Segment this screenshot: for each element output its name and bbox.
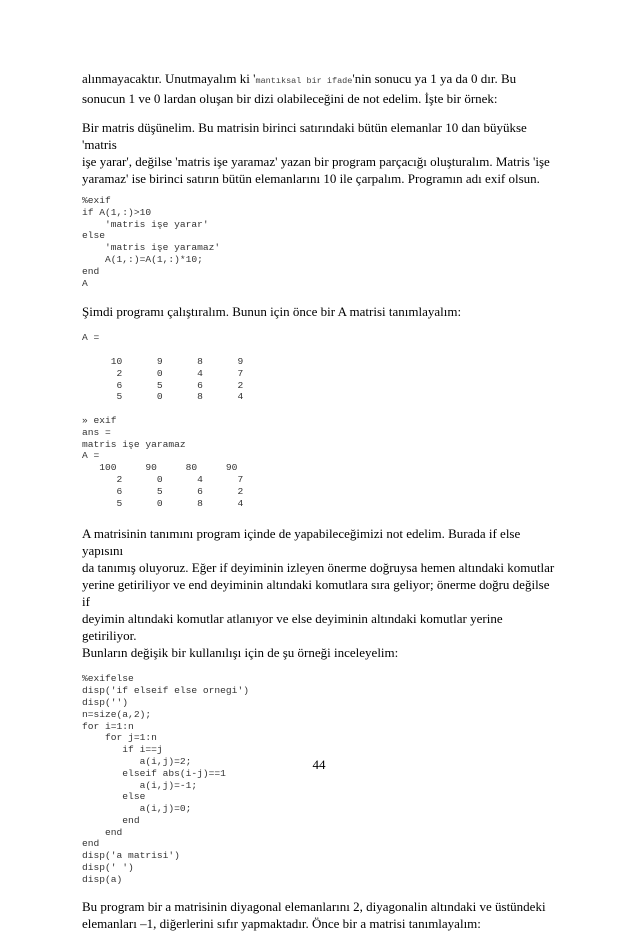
- page-number: 44: [312, 757, 326, 772]
- inline-code: mantıksal bir ifade: [255, 76, 353, 86]
- document-body: [82, 70, 558, 932]
- paragraph-program-summary: Bu program bir a matrisinin diyagonal elemanlarını 2, diyagonalin altındaki ve üstündeki elemanları –1, diğerlerini sıfır yapmaktadır. Önce bir a matrisi tanımlayalım:: [82, 898, 546, 931]
- intro-text-2: 'nin sonucu ya 1 ya da 0 dır. Bu sonucun 1 ve 0 lardan oluşan bir dizi olabileceğini de not edelim. İşte bir örnek:: [82, 71, 517, 106]
- code-block-exifelse: %exifelse disp('if elseif else ornegi') disp('') n=size(a,2); for i=1:n for j=1:n if i==j a(i,j)=2; elseif abs(i-j)==1 a(i,j)=-1; else a(i,j)=0; end end end disp('a matrisi') disp(' ') disp(a): [82, 673, 249, 885]
- paragraph-if-else-explanation: A matrisinin tanımını program içinde de yapabileceğimizi not edelim. Burada if else yapısını da tanımış oluyoruz. Eğer if deyiminin izleyen önerme doğruysa hemen altındaki komutlar yerine getiriliyor ve end deyiminin altındaki komutlara sıra geliyor; önerme doğru değilse if deyimin altındaki komutlar atlanıyor ve else deyiminin altındaki komutlar yerine getiriliyor. Bunların değişik bir kullanılışı için de şu örneği inceleyelim:: [82, 526, 555, 661]
- paragraph-run-program: Şimdi programı çalıştıralım. Bunun için önce bir A matrisi tanımlayalım:: [82, 304, 462, 320]
- paragraph-matrix-description: Bir matris düşünelim. Bu matrisin birinci satırındaki bütün elemanlar 10 dan büyükse 'matris işe yarar', değilse 'matris işe yaramaz' yazan bir program parçacığı oluşturalım. Matris 'işe yaramaz' ise birinci satırın bütün elemanlarını 10 ile çarpalım. Programın adı exif olsun.: [82, 120, 550, 186]
- intro-paragraph: [82, 70, 558, 107]
- code-block-output: A = 10 9 8 9 2 0 4 7 6 5 6 2 5 0 8 4 » exif ans = matris işe yaramaz A = 100 90 80 90 2 0 4 7 6 5 6 2 5 0 8 4: [82, 332, 244, 509]
- intro-text-1: alınmayacaktır. Unutmayalım ki ': [82, 71, 256, 86]
- code-block-exif: %exif if A(1,:)>10 'matris işe yarar' else 'matris işe yaramaz' A(1,:)=A(1,:)*10; end A: [82, 195, 221, 289]
